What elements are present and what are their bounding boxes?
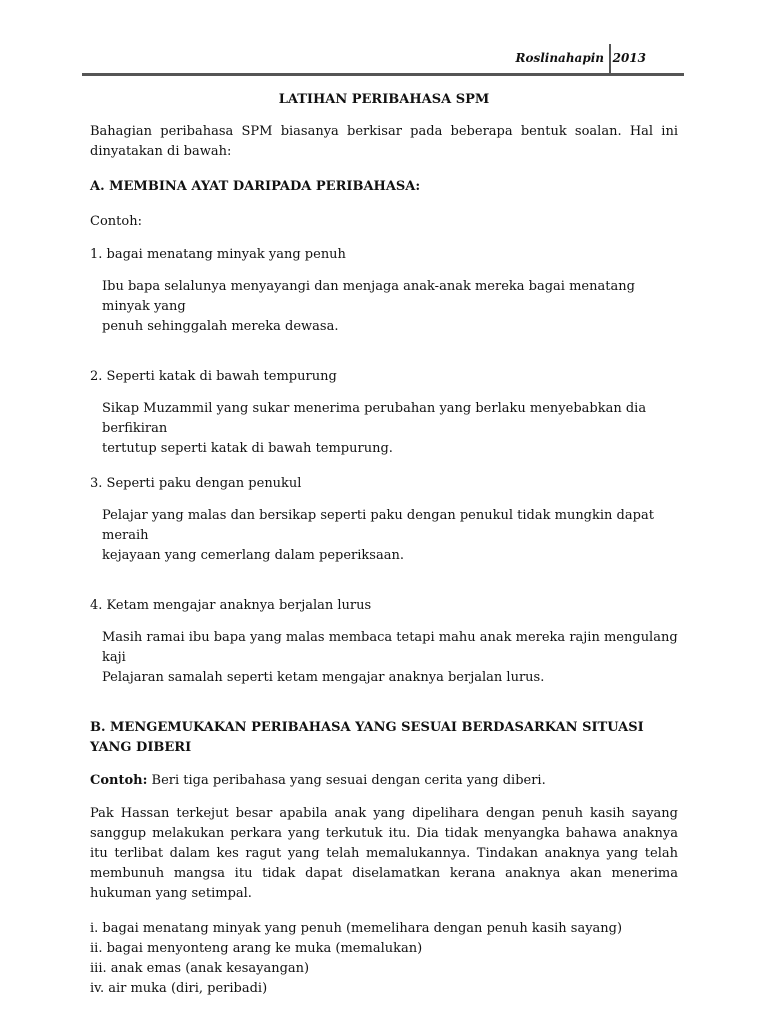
answer-item: iv. air muka (diri, peribadi) (90, 981, 268, 996)
section-b-contoh (90, 771, 678, 791)
header-rule (82, 73, 684, 76)
item-label: 1. bagai menatang minyak yang penuh (90, 247, 346, 262)
item-example-line: Pelajar yang malas dan bersikap seperti paku dengan penukul tidak mungkin dapat meraih (102, 508, 654, 543)
item-example-line: kejayaan yang cemerlang dalam peperiksaan. (102, 548, 404, 563)
item-example-line: tertutup seperti katak di bawah tempurung. (102, 441, 393, 456)
item-example-line: Masih ramai ibu bapa yang malas membaca tetapi mahu anak mereka rajin mengulang kaji (102, 630, 678, 665)
section-b-contoh-text: Beri tiga peribahasa yang sesuai dengan cerita yang diberi. (147, 773, 546, 788)
item-example-line: Sikap Muzammil yang sukar menerima perubahan yang berlaku menyebabkan dia berfikiran (102, 401, 647, 436)
document-body (90, 90, 678, 999)
answer-item: iii. anak emas (anak kesayangan) (90, 961, 310, 976)
story-paragraph: Pak Hassan terkejut besar apabila anak yang dipelihara dengan penuh kasih sayang sanggup melakukan perkara yang terkutuk itu. Dia tidak menyangka bahawa anaknya itu terlibat dalam kes ragut yang telah memalukannya. Tindakan anaknya yang telah membunuh mangsa itu tidak dapat diselamatkan kerana anaknya akan menerima hukuman yang setimpal. (90, 806, 678, 901)
item-label: 4. Ketam mengajar anaknya berjalan lurus (90, 598, 372, 613)
answer-item: ii. bagai menyonteng arang ke muka (memalukan) (90, 941, 423, 956)
header-divider (609, 44, 611, 74)
section-a-contoh: Contoh: (90, 214, 142, 229)
page-header (82, 44, 684, 74)
header-author: Roslinahapin (515, 51, 604, 65)
intro-paragraph: Bahagian peribahasa SPM biasanya berkisar pada beberapa bentuk soalan. Hal ini dinyatakan di bawah: (90, 124, 678, 159)
item-label: 2. Seperti katak di bawah tempurung (90, 369, 337, 384)
item-label: 3. Seperti paku dengan penukul (90, 476, 302, 491)
section-a-heading: A. MEMBINA AYAT DARIPADA PERIBAHASA: (90, 179, 421, 194)
header-year: 2013 (612, 51, 646, 65)
section-b-contoh-label: Contoh: (90, 773, 148, 788)
document-title: LATIHAN PERIBAHASA SPM (278, 92, 490, 107)
section-b-heading: B. MENGEMUKAKAN PERIBAHASA YANG SESUAI BERDASARKAN SITUASI YANG DIBERI (90, 720, 644, 755)
item-example-line: penuh sehinggalah mereka dewasa. (102, 319, 339, 334)
item-example-line: Ibu bapa selalunya menyayangi dan menjaga anak-anak mereka bagai menatang minyak yang (102, 279, 635, 314)
item-example-line: Pelajaran samalah seperti ketam mengajar anaknya berjalan lurus. (102, 670, 545, 685)
answer-item: i. bagai menatang minyak yang penuh (memelihara dengan penuh kasih sayang) (90, 921, 623, 936)
